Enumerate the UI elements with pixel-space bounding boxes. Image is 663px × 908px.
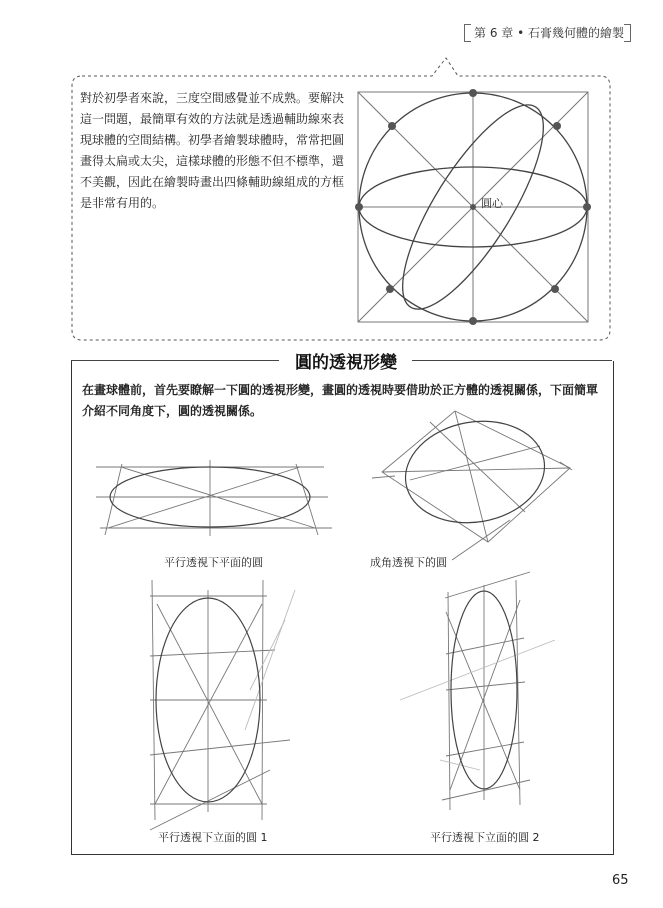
chapter-header: 第 6 章 • 石膏幾何體的繪製 [474,26,624,40]
drawing-vertical-1 [150,580,295,830]
drawing-angular [372,411,572,560]
page-number: 65 [612,873,629,888]
caption-parallel-plane: 平行透視下平面的圓 [164,556,263,569]
drawing-vertical-2 [400,572,555,810]
center-label: 圓心 [481,197,503,210]
section-title: 圓的透視形變 [286,348,406,373]
caption-angular: 成角透視下的圓 [370,556,447,569]
caption-vertical-2: 平行透視下立面的圓 2 [430,831,540,844]
caption-vertical-1: 平行透視下立面的圓 1 [158,831,268,844]
intro-paragraph: 對於初學者來說，三度空間感覺並不成熟。要解決這一問題，最簡單有效的方法就是透過輔助線來表現球體的空間結構。初學者繪製球體時，常常把圓畫得太扁或太尖，這樣球體的形態不但不標準，還不美觀，因此在繪製時畫出四條輔助線組成的方框是非常有用的。 [80,91,345,210]
drawing-parallel-plane [96,460,332,536]
section-paragraph: 在畫球體前，首先要瞭解一下圓的透視形變，畫圓的透視時要借助於正方體的透視關係，下面簡單介紹不同角度下，圓的透視關係。 [82,383,599,418]
